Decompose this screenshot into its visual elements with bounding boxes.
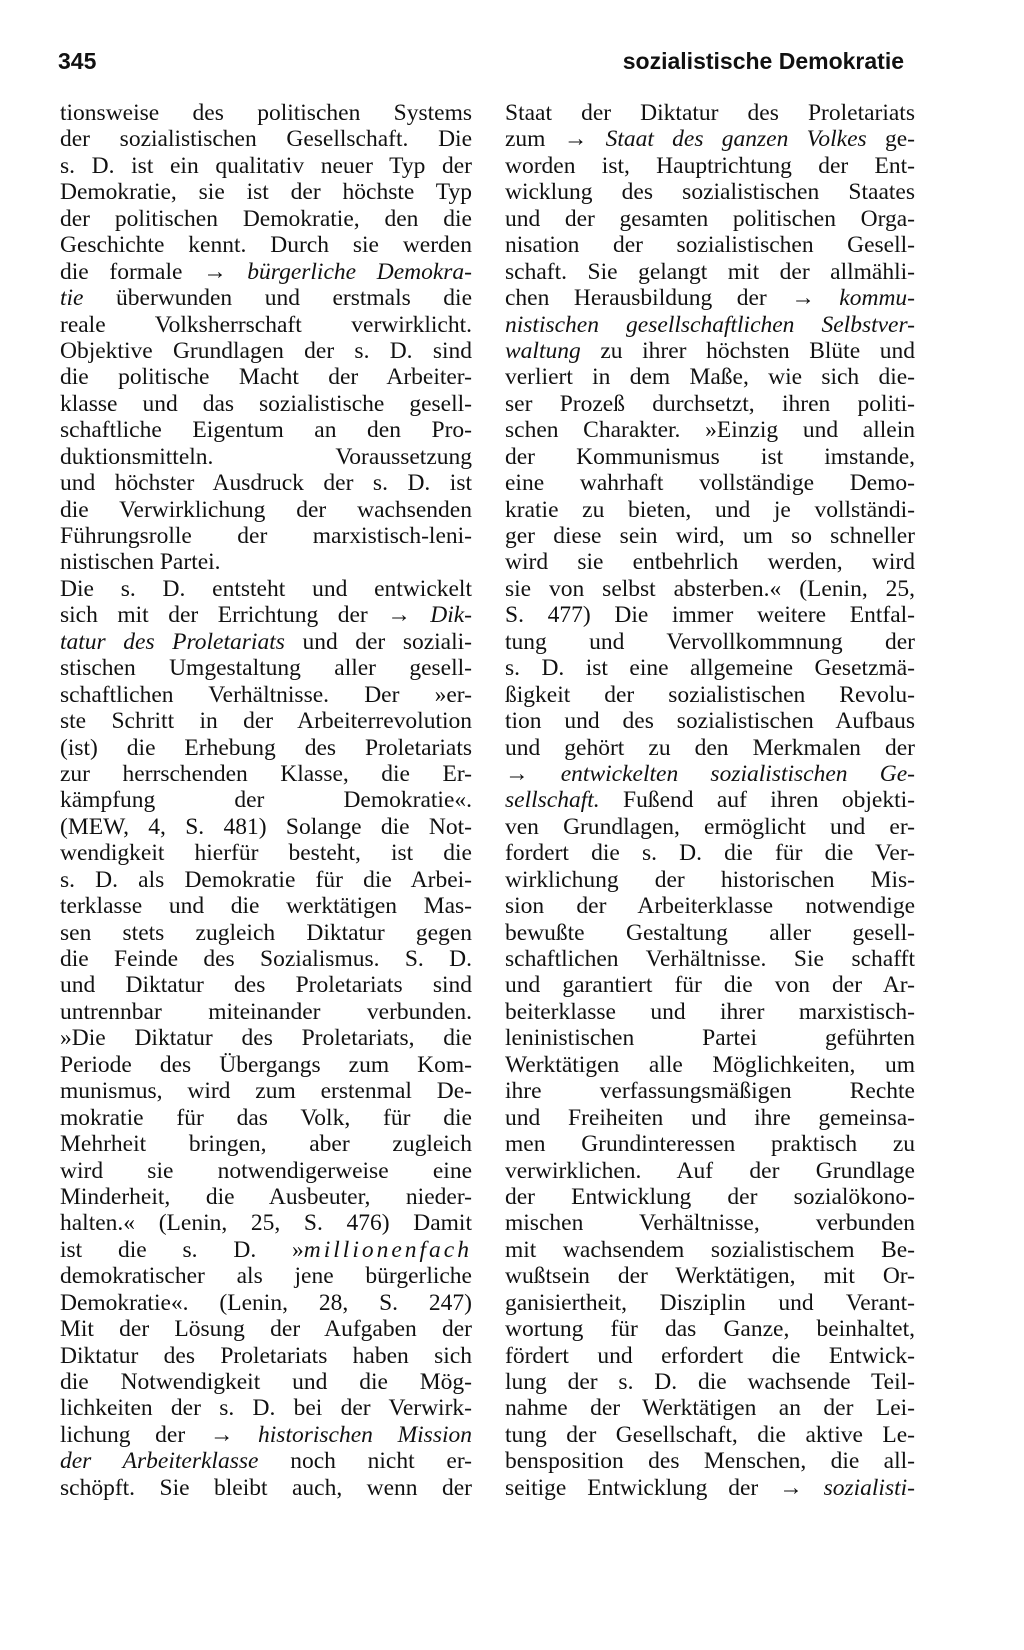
text-segment: tie xyxy=(60,285,84,312)
text-segment: klasse und das sozialistische gesell- xyxy=(60,390,472,417)
text-line xyxy=(60,1210,472,1236)
text-segment: der Arbeiterklasse xyxy=(60,1448,259,1475)
page-header xyxy=(58,48,904,82)
text-segment: mischen Verhältnisse, verbunden xyxy=(505,1210,915,1237)
text-segment: tatur des Proletariats xyxy=(60,628,285,655)
text-line xyxy=(60,761,472,787)
text-segment: Mit der Lösung der Aufgaben der xyxy=(60,1316,472,1343)
text-segment: s. D. ist ein qualitativ neuer Typ der xyxy=(60,152,472,179)
text-line xyxy=(60,470,472,496)
text-segment: → xyxy=(505,760,561,787)
text-segment: sich mit der Errichtung der → xyxy=(60,602,431,629)
text-segment: und der gesamten politischen Orga- xyxy=(505,205,915,232)
text-segment: Geschichte kennt. Durch sie werden xyxy=(60,232,472,259)
text-line xyxy=(505,893,915,919)
text-segment: waltung xyxy=(505,337,581,364)
text-segment: Objektive Grundlagen der s. D. sind xyxy=(60,337,472,364)
text-segment: (ist) die Erhebung des Proletariats xyxy=(60,734,472,761)
text-line xyxy=(60,1105,472,1131)
text-line xyxy=(505,1395,915,1421)
text-segment: reale Volksherrschaft verwirklicht. xyxy=(60,311,472,338)
text-segment: Dik- xyxy=(430,602,472,629)
text-segment: sie von selbst absterben.« (Lenin, 25, xyxy=(505,575,915,602)
text-line xyxy=(505,470,915,496)
text-line xyxy=(505,1078,915,1104)
text-segment: und garantiert für die von der Ar- xyxy=(505,972,915,999)
text-segment: schaftlichen Verhältnisse. Der »er- xyxy=(60,681,472,708)
text-segment: s. D. als Demokratie für die Arbei- xyxy=(60,866,472,893)
text-segment: bensposition des Menschen, die all- xyxy=(505,1448,915,1475)
text-line xyxy=(60,1263,472,1289)
text-segment: Staat des ganzen Volkes xyxy=(605,126,867,153)
text-segment: kämpfung der Demokratie«. xyxy=(60,787,472,814)
text-line xyxy=(505,232,915,258)
text-line xyxy=(60,867,472,893)
text-line xyxy=(60,602,472,628)
text-segment: demokratischer als jene bürgerliche xyxy=(60,1263,472,1290)
text-line xyxy=(505,1448,915,1474)
text-segment: schaftlichen Verhältnisse. Sie schafft xyxy=(505,946,915,972)
text-segment: und der soziali- xyxy=(284,628,472,655)
text-segment: nisation der sozialistischen Gesell- xyxy=(505,232,915,259)
text-line xyxy=(505,867,915,893)
text-line xyxy=(505,1184,915,1210)
text-segment: zu ihrer höchsten Blüte und xyxy=(580,337,915,364)
text-line xyxy=(505,285,915,311)
text-segment: schaftliche Eigentum an den Pro- xyxy=(60,417,472,444)
text-line xyxy=(505,682,915,708)
text-line xyxy=(60,312,472,338)
text-segment: seitige Entwicklung der → xyxy=(505,1474,824,1501)
text-segment: fordert die s. D. die für die Ver- xyxy=(505,840,915,867)
text-line xyxy=(505,364,915,390)
text-line xyxy=(60,364,472,390)
text-segment: schöpft. Sie bleibt auch, wenn der xyxy=(60,1474,472,1501)
text-line xyxy=(505,444,915,470)
text-segment: eine wahrhaft vollständige Demo- xyxy=(505,470,915,497)
text-segment: wird sie entbehrlich werden, wird xyxy=(505,549,915,576)
text-line xyxy=(505,761,915,787)
text-segment: munismus, wird zum erstenmal De- xyxy=(60,1078,472,1105)
text-segment: ger diese sein wird, um so schneller xyxy=(505,523,915,549)
text-segment: ven Grundlagen, ermöglicht und er- xyxy=(505,813,915,840)
text-segment: wußtsein der Werktätigen, mit Or- xyxy=(505,1263,915,1290)
text-segment: tion und des sozialistischen Aufbaus xyxy=(505,708,915,735)
text-line xyxy=(60,338,472,364)
text-segment: ßigkeit der sozialistischen Revolu- xyxy=(505,681,915,708)
text-line xyxy=(60,920,472,946)
text-segment: schaft. Sie gelangt mit der allmähli- xyxy=(505,258,915,285)
text-line xyxy=(505,1422,915,1448)
text-line xyxy=(60,840,472,866)
text-segment: ge- xyxy=(866,126,916,153)
text-line xyxy=(505,814,915,840)
page-number: 345 xyxy=(58,48,97,74)
text-line xyxy=(60,232,472,258)
text-segment: Werktätigen alle Möglichkeiten, um xyxy=(505,1051,915,1078)
text-line xyxy=(505,999,915,1025)
text-segment: die formale → xyxy=(60,258,248,285)
text-line xyxy=(60,787,472,813)
text-line xyxy=(505,1369,915,1395)
text-line xyxy=(60,1422,472,1448)
text-line xyxy=(60,1237,472,1263)
text-segment: verwirklichen. Auf der Grundlage xyxy=(505,1157,915,1184)
text-line xyxy=(505,126,915,152)
text-segment: leninistischen Partei geführten xyxy=(505,1025,915,1052)
text-segment: wortung für das Ganze, beinhaltet, xyxy=(505,1316,915,1343)
text-segment: zum → xyxy=(505,126,606,153)
text-segment: lichkeiten der s. D. bei der Verwirk- xyxy=(60,1395,472,1422)
text-line xyxy=(60,285,472,311)
text-segment: lung der s. D. die wachsende Teil- xyxy=(505,1369,915,1395)
text-segment: Minderheit, die Ausbeuter, nieder- xyxy=(60,1183,472,1210)
text-line xyxy=(505,1263,915,1289)
text-line xyxy=(60,682,472,708)
text-line xyxy=(60,1316,472,1342)
text-line xyxy=(505,179,915,205)
text-line xyxy=(505,972,915,998)
text-segment: worden ist, Hauptrichtung der Ent- xyxy=(505,152,915,179)
text-segment: stischen Umgestaltung aller gesell- xyxy=(60,655,472,682)
text-line xyxy=(60,972,472,998)
text-line xyxy=(505,629,915,655)
text-line xyxy=(505,602,915,628)
text-segment: die Verwirklichung der wachsenden xyxy=(60,496,472,523)
text-segment: die Notwendigkeit und die Mög- xyxy=(60,1369,472,1395)
text-segment: ste Schritt in der Arbeiterrevolution xyxy=(60,708,472,735)
text-segment: schen Charakter. »Einzig und allein xyxy=(505,417,915,444)
text-line xyxy=(505,1316,915,1342)
left-text-column xyxy=(60,100,472,1501)
text-segment: Die s. D. entsteht und entwickelt xyxy=(60,575,472,602)
text-segment: ganisiertheit, Disziplin und Verant- xyxy=(505,1289,915,1316)
text-line xyxy=(505,312,915,338)
text-segment: ser Prozeß durchsetzt, ihren politi- xyxy=(505,390,915,417)
text-segment: sen stets zugleich Diktatur gegen xyxy=(60,919,472,946)
running-head: sozialistische Demokratie xyxy=(622,48,904,74)
text-segment: sellschaft. xyxy=(505,787,600,814)
text-segment: bewußte Gestaltung aller gesell- xyxy=(505,919,915,946)
text-segment: nistischen gesellschaftlichen Selbstver- xyxy=(505,311,915,338)
text-line xyxy=(60,1448,472,1474)
text-line xyxy=(505,1052,915,1078)
text-line xyxy=(60,1158,472,1184)
text-line xyxy=(505,100,915,126)
text-line xyxy=(60,1131,472,1157)
text-line xyxy=(505,549,915,575)
right-text-column xyxy=(505,100,915,1501)
text-segment: kratie zu bieten, und je vollständi- xyxy=(505,496,915,523)
text-line xyxy=(505,576,915,602)
text-segment: kommu- xyxy=(839,285,915,312)
text-line xyxy=(60,814,472,840)
text-segment: Mehrheit bringen, aber zugleich xyxy=(60,1131,472,1158)
text-segment: men Grundinteressen praktisch zu xyxy=(505,1131,915,1158)
text-line xyxy=(60,391,472,417)
text-segment: fördert und erfordert die Entwick- xyxy=(505,1342,915,1369)
text-line xyxy=(60,126,472,152)
text-segment: chen Herausbildung der → xyxy=(505,285,840,312)
text-line xyxy=(505,1210,915,1236)
text-segment: Diktatur des Proletariats haben sich xyxy=(60,1342,472,1369)
text-line xyxy=(505,153,915,179)
text-line xyxy=(505,787,915,813)
text-line xyxy=(60,259,472,285)
text-line xyxy=(60,576,472,602)
text-segment: ist die s. D. » xyxy=(60,1236,304,1263)
text-line xyxy=(60,735,472,761)
text-line xyxy=(60,655,472,681)
text-line xyxy=(60,1290,472,1316)
text-segment: nahme der Werktätigen an der Lei- xyxy=(505,1395,915,1422)
text-segment: verliert in dem Maße, wie sich die- xyxy=(505,364,915,391)
text-segment: nistischen Partei. xyxy=(60,549,221,576)
text-line xyxy=(505,1105,915,1131)
text-segment: beiterklasse und ihrer marxistisch- xyxy=(505,998,915,1025)
text-line xyxy=(505,206,915,232)
text-line xyxy=(505,523,915,549)
text-segment: S. 477) Die immer weitere Entfal- xyxy=(505,602,915,629)
text-line xyxy=(60,153,472,179)
text-line xyxy=(505,708,915,734)
text-segment: sozialisti- xyxy=(823,1474,915,1501)
text-segment: der Entwicklung der sozialökono- xyxy=(505,1183,915,1210)
text-line xyxy=(505,655,915,681)
text-segment: Periode des Übergangs zum Kom- xyxy=(60,1051,472,1078)
text-line xyxy=(60,549,472,575)
text-line xyxy=(60,497,472,523)
text-line xyxy=(60,1395,472,1421)
text-line xyxy=(60,1184,472,1210)
text-line xyxy=(505,840,915,866)
text-line xyxy=(60,893,472,919)
text-segment: tionsweise des politischen Systems xyxy=(60,100,472,126)
text-line xyxy=(60,946,472,972)
text-segment: Fußend auf ihren objekti- xyxy=(599,787,915,814)
text-segment: tung der Gesellschaft, die aktive Le- xyxy=(505,1421,915,1448)
text-line xyxy=(505,920,915,946)
text-segment: Demokratie, sie ist der höchste Typ xyxy=(60,179,472,206)
text-line xyxy=(505,946,915,972)
text-segment: mit wachsendem sozialistischem Be- xyxy=(505,1236,915,1263)
text-segment: überwunden und erstmals die xyxy=(83,285,472,312)
text-line xyxy=(505,1131,915,1157)
text-segment: lichung der → xyxy=(60,1421,259,1448)
text-line xyxy=(60,629,472,655)
text-segment: bürgerliche Demokra- xyxy=(247,258,473,285)
text-line xyxy=(505,1343,915,1369)
text-line xyxy=(505,259,915,285)
text-line xyxy=(505,1237,915,1263)
text-segment: »Die Diktatur des Proletariats, die xyxy=(60,1025,472,1052)
text-segment: untrennbar miteinander verbunden. xyxy=(60,998,472,1025)
text-segment: wirklichung der historischen Mis- xyxy=(505,866,915,893)
text-segment: Demokratie«. (Lenin, 28, S. 247) xyxy=(60,1289,472,1316)
text-segment: die Feinde des Sozialismus. S. D. xyxy=(60,946,472,972)
text-segment: terklasse und die werktätigen Mas- xyxy=(60,893,472,920)
text-segment: halten.« (Lenin, 25, S. 476) Damit xyxy=(60,1210,472,1237)
text-line xyxy=(60,1343,472,1369)
text-segment: historischen Mission xyxy=(258,1421,472,1448)
text-line xyxy=(60,999,472,1025)
text-line xyxy=(60,100,472,126)
text-line xyxy=(505,391,915,417)
text-segment: wendigkeit hierfür besteht, ist die xyxy=(60,840,472,867)
text-line xyxy=(60,206,472,232)
text-segment: der Kommunismus ist imstande, xyxy=(505,443,915,470)
text-segment: und Diktatur des Proletariats sind xyxy=(60,972,472,999)
text-line xyxy=(60,1025,472,1051)
text-segment: wicklung des sozialistischen Staates xyxy=(505,179,915,206)
text-segment: entwickelten sozialistischen Ge- xyxy=(560,760,915,787)
text-line xyxy=(60,179,472,205)
text-segment: mokratie für das Volk, für die xyxy=(60,1104,472,1131)
text-line xyxy=(60,417,472,443)
text-segment: Führungsrolle der marxistisch-leni- xyxy=(60,523,472,549)
text-line xyxy=(505,1475,915,1501)
text-segment: ihre verfassungsmäßigen Rechte xyxy=(505,1078,915,1105)
text-line xyxy=(60,1078,472,1104)
text-line xyxy=(505,497,915,523)
text-segment: tung und Vervollkommnung der xyxy=(505,628,915,655)
text-segment: s. D. ist eine allgemeine Gesetzmä- xyxy=(505,655,915,682)
text-line xyxy=(505,1290,915,1316)
text-segment: Staat der Diktatur des Proletariats xyxy=(505,100,915,126)
text-segment: der politischen Demokratie, den die xyxy=(60,205,472,232)
text-line xyxy=(60,1369,472,1395)
text-line xyxy=(60,1052,472,1078)
text-segment: der sozialistischen Gesellschaft. Die xyxy=(60,126,472,153)
text-line xyxy=(505,417,915,443)
text-line xyxy=(505,1158,915,1184)
text-segment: und gehört zu den Merkmalen der xyxy=(505,734,915,761)
text-line xyxy=(60,444,472,470)
text-segment: wird sie notwendigerweise eine xyxy=(60,1157,472,1184)
text-line xyxy=(60,523,472,549)
text-line xyxy=(505,338,915,364)
text-segment: zur herrschenden Klasse, die Er- xyxy=(60,760,472,787)
text-line xyxy=(60,1475,472,1501)
text-line xyxy=(505,1025,915,1051)
text-line xyxy=(505,735,915,761)
text-segment: die politische Macht der Arbeiter- xyxy=(60,364,472,391)
text-line xyxy=(60,708,472,734)
text-segment: millionenfach xyxy=(303,1236,472,1263)
text-segment: und höchster Ausdruck der s. D. ist xyxy=(60,470,472,497)
text-segment: und Freiheiten und ihre gemeinsa- xyxy=(505,1104,915,1131)
text-segment: noch nicht er- xyxy=(258,1448,472,1475)
text-segment: (MEW, 4, S. 481) Solange die Not- xyxy=(60,813,472,840)
text-segment: duktionsmitteln. Voraussetzung xyxy=(60,443,472,470)
text-segment: sion der Arbeiterklasse notwendige xyxy=(505,893,915,920)
